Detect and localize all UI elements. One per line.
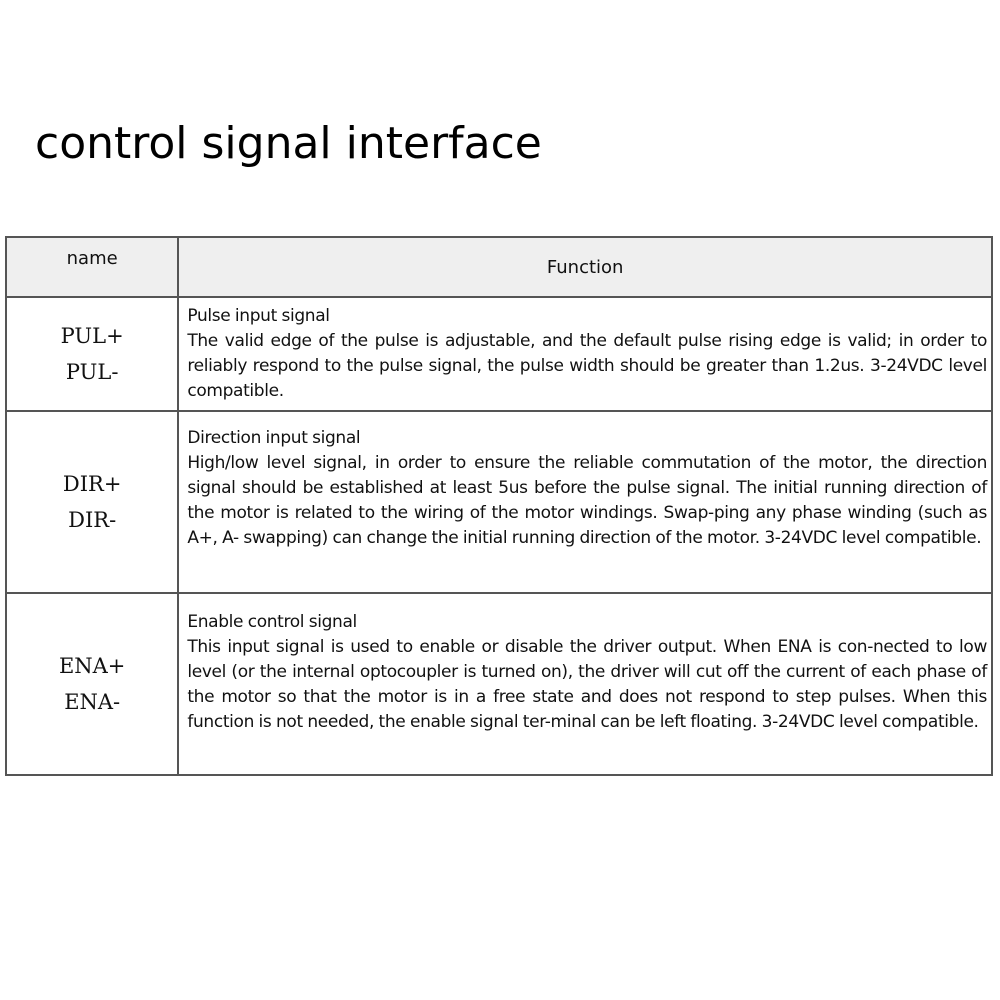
signal-name: DIR- — [68, 508, 117, 532]
column-header-name: name — [6, 237, 178, 297]
function-title: Pulse input signal — [187, 306, 330, 326]
function-description: This input signal is used to enable or disable the driver output. When ENA is con-nected to low level (or the internal optocoupler is turned on), the driver will cut off the current of each phase of the motor so that the motor is in a free state and does not respond to step pulses. When this function is not needed, the enable signal ter-minal can be left floating. 3-24VDC level compatible. — [187, 637, 987, 732]
function-cell — [178, 297, 992, 411]
function-title: Enable control signal — [187, 612, 357, 632]
signal-name: PUL+ — [60, 324, 124, 348]
signal-name: DIR+ — [62, 472, 122, 496]
signal-table — [5, 236, 993, 776]
function-cell — [178, 411, 992, 593]
table-row — [6, 593, 992, 775]
table-row — [6, 411, 992, 593]
signal-name-cell — [6, 297, 178, 411]
table-row — [6, 297, 992, 411]
signal-name: PUL- — [65, 360, 119, 384]
table-header-row — [6, 237, 992, 297]
function-cell — [178, 593, 992, 775]
function-title: Direction input signal — [187, 428, 361, 448]
signal-name-cell — [6, 593, 178, 775]
signal-table-container — [5, 236, 993, 776]
signal-name: ENA+ — [58, 654, 126, 678]
signal-name: ENA- — [64, 690, 121, 714]
function-description: High/low level signal, in order to ensure the reliable commutation of the motor, the direction signal should be established at least 5us before the pulse signal. The initial running direction of the motor is related to the wiring of the motor windings. Swap-ping any phase winding (such as A+, A- swapping) can change the initial running direction of the motor. 3-24VDC level compatible. — [187, 453, 987, 548]
signal-name-cell — [6, 411, 178, 593]
function-description: The valid edge of the pulse is adjustable, and the default pulse rising edge is valid; in order to reliably respond to the pulse signal, the pulse width should be greater than 1.2us. 3-24VDC level compatible. — [187, 331, 987, 401]
column-header-function: Function — [178, 237, 992, 297]
page-title: control signal interface — [35, 118, 542, 169]
